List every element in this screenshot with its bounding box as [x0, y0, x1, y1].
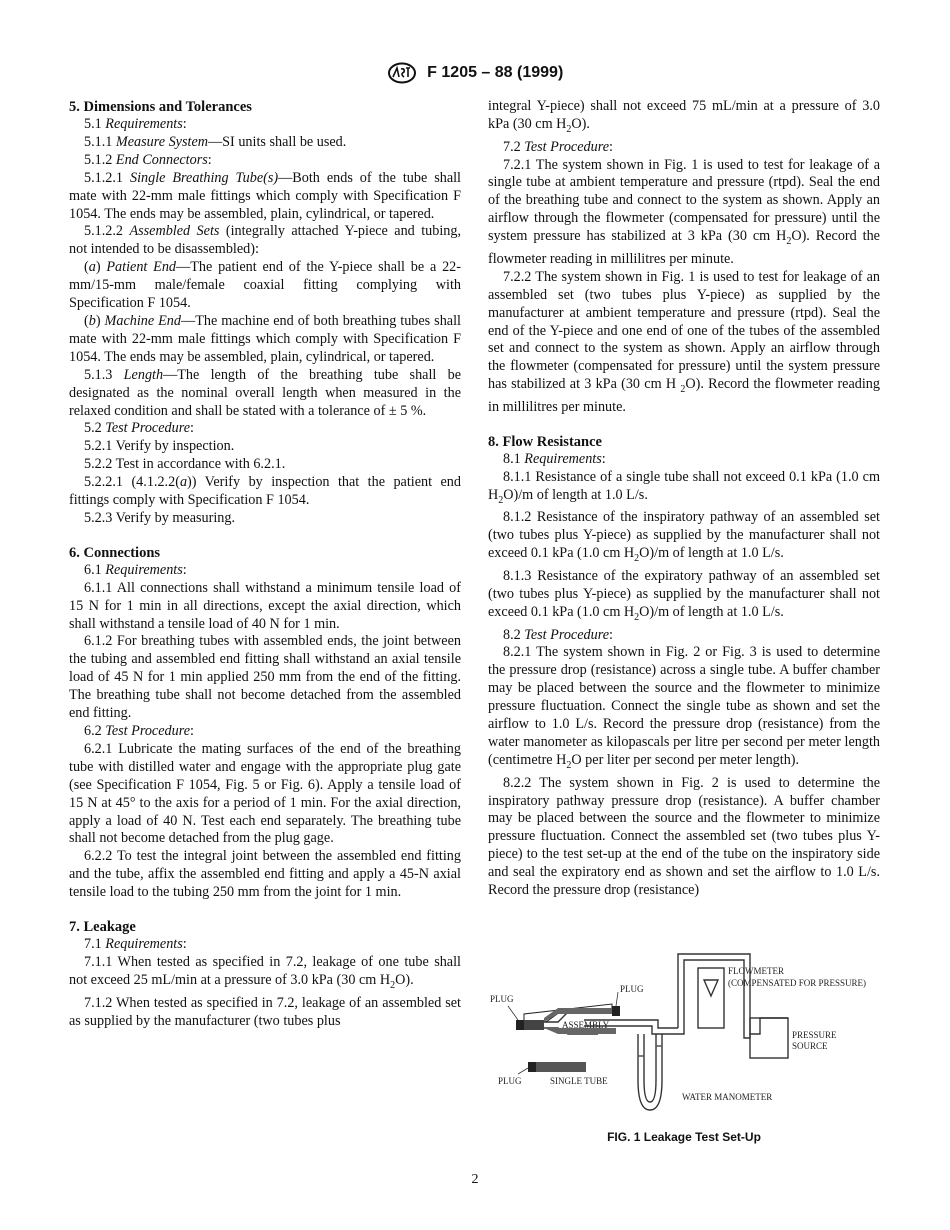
paragraph: 7.1.2 When tested as specified in 7.2, leakage of an assembled set as supplied by the manufacturer (two tubes plus — [69, 994, 461, 1029]
paragraph: 5.1.2 End Connectors: — [84, 151, 212, 168]
paragraph: 8.1.2 Resistance of the inspiratory pathway of an assembled set (two tubes plus Y-piece) as supplied by the manufacturer shall not exceed 0.1 kPa (1.0 cm $H_2O)/m$ of length at 1.0 L/s. — [488, 509, 880, 565]
paragraph: 5.1.1 Measure System—SI units shall be used. — [84, 133, 347, 150]
paragraph: 8.2 Test Procedure: — [503, 626, 613, 643]
section-gap — [69, 902, 461, 918]
leakage-test-figure — [488, 950, 880, 1125]
paragraph: 5.1.3 Length—The length of the breathing tube shall be designated as the nominal overall length when measured in the relaxed condition and shall be stated with a tolerance of ± 5 %. — [69, 366, 461, 419]
label-compensated: (COMPENSATED FOR PRESSURE) — [728, 978, 867, 988]
paragraph: (a) Patient End—The patient end of the Y-piece shall be a 22-mm/15-mm male/female coaxial fitting complying with Specification F 1054. — [69, 259, 461, 312]
label-source: SOURCE — [792, 1041, 828, 1051]
document-designation: F 1205 – 88 (1999) — [427, 64, 564, 81]
paragraph: 7.1 Requirements: — [84, 936, 187, 953]
paragraph: 5.2.1 Verify by inspection. — [84, 438, 235, 455]
label-plug-top: PLUG — [620, 984, 644, 994]
paragraph: 6.1.2 For breathing tubes with assembled ends, the joint between the tubing and assembled end fitting shall withstand an axial tensile load of 45 N for 1 min applied 250 mm from the end of the fitting. The breathing tube shall not become detached from the assembled end fitting. — [69, 633, 461, 722]
figure-caption: FIG. 1 Leakage Test Set-Up — [607, 1130, 761, 1144]
astm-logo-icon — [387, 62, 417, 84]
paragraph: 5.2.2 Test in accordance with 6.2.1. — [84, 456, 286, 473]
paragraph: (b) Machine End—The machine end of both breathing tubes shall mate with 22-mm male fittings which comply with Specification F 1054. The ends may be assembled, plain, cylindrical, or tapered. — [69, 312, 461, 365]
plug-bottom-icon — [528, 1062, 536, 1072]
paragraph: 8.1.3 Resistance of the expiratory pathway of an assembled set (two tubes plus Y-piece) as supplied by the manufacturer shall not exceed 0.1 kPa (1.0 cm $H_2O)/m$ of length at 1.0 L/s. — [488, 567, 880, 623]
paragraph: 6.2 Test Procedure: — [84, 723, 194, 739]
paragraph: 5.2.3 Verify by measuring. — [84, 509, 236, 526]
section-heading: 6. Connections — [69, 544, 161, 561]
paragraph: 5.2.2.1 (4.1.2.2(a)) Verify by inspection that the patient end fittings comply with Specification F 1054. — [69, 474, 461, 509]
paragraph: 8.1 Requirements: — [503, 450, 606, 467]
section-heading: 7. Leakage — [69, 919, 136, 936]
paragraph: 7.2.2 The system shown in Fig. 1 is used to test for leakage of an assembled set (two tubes plus Y-piece) as supplied by the manufacturer at ambient temperature and pressure (rtpd). Seal the end of the Y-piece and one end of one of the tubes of the assembled set and connect to the system as shown. Apply an airflow through the flowmeter (compensated for pressure) until the system pressure has stabilized at 3 kPa (30 cm H $_2$O). Record the flowmeter reading in millilitres per minute. — [488, 268, 880, 415]
paragraph: 6.2.2 To test the integral joint between the assembled end fitting and the tube, affix the assembled end fitting and apply a 45-N axial tensile load to the tubing 250 mm from the joint for 1 min. — [69, 848, 461, 901]
page-number: 2 — [471, 1172, 479, 1187]
left-text-column — [69, 98, 461, 1030]
paragraph: 8.2.2 The system shown in Fig. 2 is used to determine the inspiratory pathway pressure drop (resistance). A buffer chamber may be placed between the source and the flowmeter to minimize pressure fluctuation. Connect the assembled set (two tubes plus Y-piece) to the test set-up at the end of the tube on the inspiratory side and seal the expiratory end as shown and set the airflow to 1.0 L/s. Record the pressure drop (resistance) — [488, 774, 880, 899]
paragraph: 8.2.1 The system shown in Fig. 2 or Fig. 3 is used to determine the pressure drop (resistance) across a single tube. A buffer chamber may be placed between the source and the flowmeter to minimize pressure fluctuation. Connect the single tube as shown and set the airflow to 1.0 L/s. Record the pressure drop (resistance) from the water manometer as kilopascals per litre per second per meter length (centimetre $H_2O$ per liter per second per meter length). — [488, 644, 880, 771]
paragraph: 6.1 Requirements: — [84, 561, 187, 578]
label-single-tube: SINGLE TUBE — [550, 1076, 608, 1086]
paragraph: 5.2 Test Procedure: — [84, 420, 194, 437]
label-plug-left: PLUG — [490, 994, 514, 1004]
paragraph: 7.1.1 When tested as specified in 7.2, leakage of one tube shall not exceed 25 mL/min at a pressure of 3.0 kPa (30 cm $H_2O$). — [69, 953, 461, 991]
right-text-column — [488, 98, 880, 900]
label-flowmeter: FLOWMETER — [728, 966, 784, 976]
label-pressure: PRESSURE — [792, 1030, 837, 1040]
paragraph: 5.1.2.2 Assembled Sets (integrally attached Y-piece and tubing, not intended to be disassembled): — [69, 223, 462, 258]
section-heading: 8. Flow Resistance — [488, 433, 602, 450]
section-gap — [69, 528, 461, 544]
plug-top-icon — [612, 1006, 620, 1016]
label-water-manometer: WATER MANOMETER — [682, 1092, 773, 1102]
paragraph: 7.2 Test Procedure: — [503, 138, 613, 155]
plug-left-icon — [516, 1020, 524, 1030]
paragraph: 8.1.1 Resistance of a single tube shall not exceed 0.1 kPa (1.0 cm $H_2O)/m$ of length at 1.0 L/s. — [488, 468, 880, 506]
label-assembly: ASSEMBLY — [562, 1020, 610, 1030]
paragraph: 5.1 Requirements: — [84, 116, 187, 132]
paragraph: 7.2.1 The system shown in Fig. 1 is used to test for leakage of a single tube at ambient temperature and pressure (rtpd). Seal the end of the breathing tube and connect to the system as shown. Apply an airflow through the flowmeter (compensated for pressure) until the system pressure has stabilized at 3 kPa (30 cm $H_2O$). Record the flowmeter reading in millilitres per minute. — [488, 156, 880, 267]
paragraph: 6.2.1 Lubricate the mating surfaces of the end of the breathing tube with distilled water and engage with the appropriate plug gate (see Specification F 1054, Fig. 5 or Fig. 6). Apply a tensile load of 15 N at 45° to the axis for a period of 1 min. For the axial direction, apply a load of 40 N. Test each end separately. The breathing tube shall not become detached from the plug gage. — [69, 740, 461, 847]
paragraph: 5.1.2.1 Single Breathing Tube(s)—Both ends of the tube shall mate with 22-mm male fittings which comply with Specification F 1054. The ends may be assembled, plain, cylindrical, or tapered. — [69, 169, 461, 222]
section-gap — [488, 417, 880, 433]
label-plug-bottom: PLUG — [498, 1076, 522, 1086]
paragraph: integral Y-piece) shall not exceed 75 mL/min at a pressure of 3.0 kPa (30 cm $H_2O$). — [488, 98, 880, 135]
document-header — [0, 62, 950, 84]
section-heading: 5. Dimensions and Tolerances — [69, 99, 252, 115]
paragraph: 6.1.1 All connections shall withstand a minimum tensile load of 15 N for 1 min in all directions, except the axial direction, which shall withstand a tensile load of 40 N for 1 min. — [69, 579, 461, 632]
